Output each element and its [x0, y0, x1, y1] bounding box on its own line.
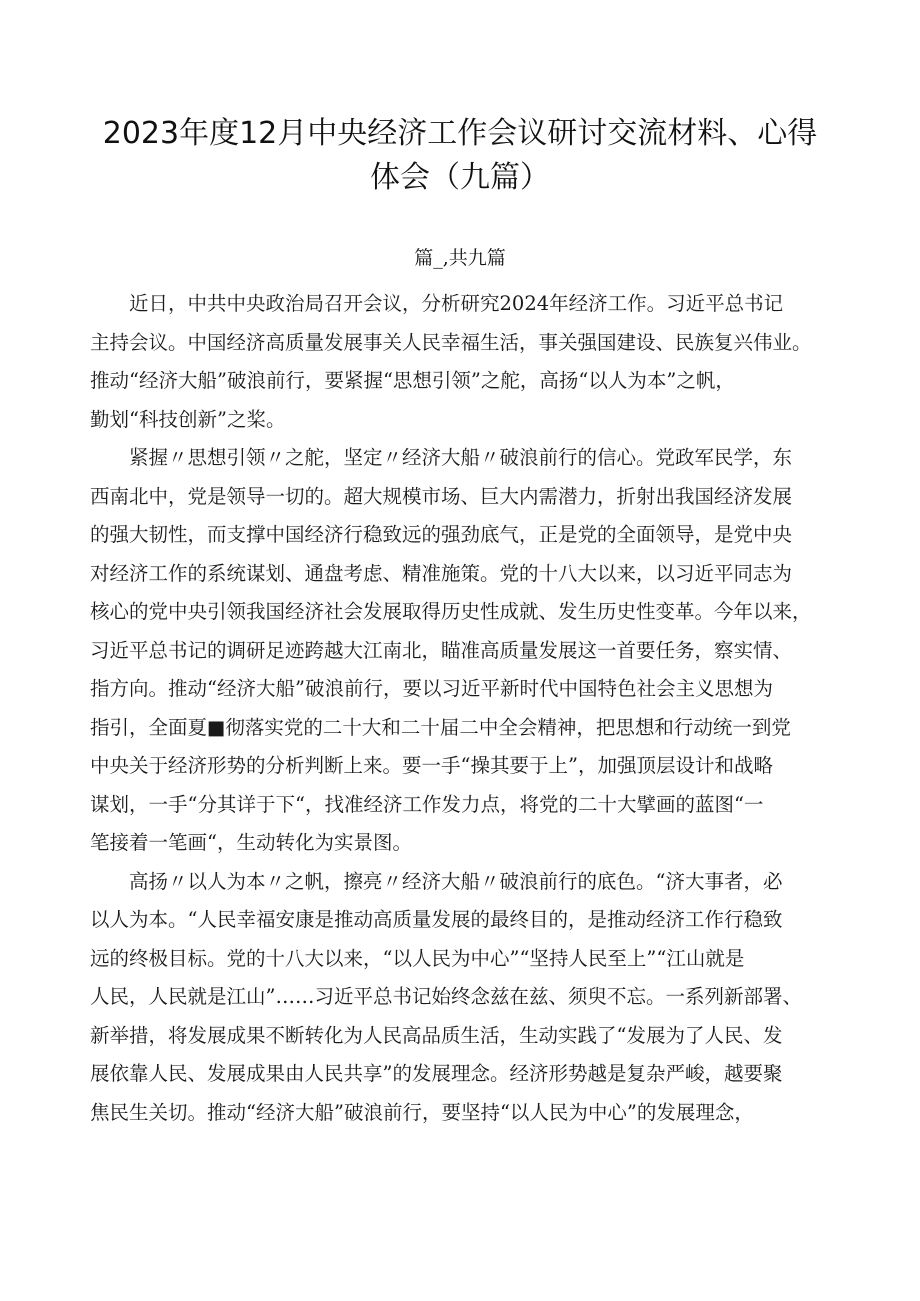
text-line: 核心的党中央引领我国经济社会发展取得历史性成就、发生历史性变革。今年以来， — [90, 600, 812, 623]
text-line: 以人为本。“人民幸福安康是推动高质量发展的最终目的，是推动经济工作行稳致 — [90, 908, 783, 931]
text-line: 谋划，一手“分其详于下“，找准经济工作发力点，将党的二十大擘画的蓝图“一 — [90, 792, 764, 816]
document-title — [90, 112, 830, 200]
section-label: 篇_,共九篇 — [414, 247, 506, 269]
paragraph-1 — [90, 285, 870, 439]
text-line: 笔接着一笔画“，生动转化为实景图。 — [90, 831, 412, 854]
text-line: 对经济工作的系统谋划、通盘考虑、精准施策。党的十八大以来，以习近平同志为 — [90, 561, 793, 585]
title-line-2: 体会（九篇） — [370, 160, 550, 195]
text-line: 近日，中共中央政治局召开会议，分析研究2024年经济工作。习近平总书记 — [129, 292, 784, 315]
text-line: 习近平总书记的调研足迹跨越大江南北，瞄准高质量发展这一首要任务，察实情、 — [90, 638, 793, 662]
text-line: 紧握〃思想引领〃之舵，坚定〃经济大船〃破浪前行的信心。党政军民学，东 — [129, 446, 793, 469]
text-line: 新举措，将发展成果不断转化为人民高品质生活，生动实践了“发展为了人民、发 — [90, 1023, 783, 1047]
text-line: 指方向。推动“经济大船”破浪前行，要以习近平新时代中国特色社会主义思想为 — [90, 677, 773, 700]
text-line: 指引，全面夏■彻落实党的二十大和二十届二中全会精神，把思想和行动统一到党 — [90, 715, 791, 739]
text-line: 展依靠人民、发展成果由人民共享”的发展理念。经济形势越是复杂严峻，越要聚 — [90, 1062, 783, 1085]
text-line: 中央关于经济形势的分析判断上来。要一手“操其要于上”，加强顶层设计和战略 — [90, 754, 773, 777]
text-line: 的强大韧性，而支撑中国经济行稳致远的强劲底气，正是党的全面领导，是党中央 — [90, 523, 793, 546]
text-line: 焦民生关切。推动“经济大船”破浪前行，要坚持“以人民为中心”的发展理念， — [90, 1100, 754, 1124]
text-line: 西南北中，党是领导一切的。超大规模市场、巨大内需潜力，折射出我国经济发展 — [90, 484, 793, 508]
text-line: 主持会议。中国经济高质量发展事关人民幸福生活，事关强国建设、民族复兴伟业。 — [90, 330, 812, 354]
paragraph-3 — [90, 863, 870, 1133]
document-body — [90, 285, 870, 1132]
text-line: 推动“经济大船”破浪前行，要紧握“思想引领”之舵，高扬“以人为本”之帆， — [90, 369, 735, 392]
text-line: 人民，人民就是江山”……习近平总书记始终念兹在兹、须臾不忘。一系列新部署、 — [90, 985, 802, 1008]
text-line: 远的终极目标。党的十八大以来，“以人民为中心”“坚持人民至上”“江山就是 — [90, 946, 745, 970]
text-line: 勤划“科技创新”之桨。 — [90, 407, 286, 431]
text-line: 高扬〃以人为本〃之帆，擦亮〃经济大船〃破浪前行的底色。“济大事者，必 — [129, 869, 783, 893]
title-line-1: 2023年度12月中央经济工作会议研讨交流材料、心得 — [102, 116, 818, 151]
paragraph-2 — [90, 439, 870, 863]
